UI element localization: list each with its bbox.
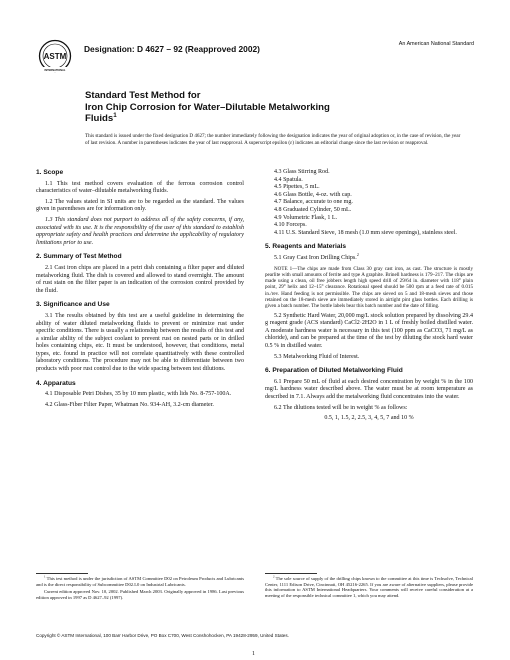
section-heading-summary: 2. Summary of Test Method (36, 253, 122, 261)
apparatus-item: 4.5 Pipettes, 5 mL. (274, 184, 320, 191)
scope-1-1: 1.1 This test method covers evaluation of the ferrous corrosion control characteristics of water–dilutable metalworking fluids. (36, 180, 244, 195)
section-heading-preparation: 6. Preparation of Diluted Metalworking Fluid (265, 367, 403, 375)
right-column (265, 169, 473, 426)
reagents-5-3: 5.3 Metalworking Fluid of Interest. (274, 353, 360, 360)
reagents-5-1: 5.1 Gray Cast Iron Drilling Chips.$^2$ (274, 251, 359, 261)
scope-1-2: 1.2 The values stated in SI units are to be regarded as the standard. The values given in parentheses are for information only. (36, 198, 244, 213)
footnote-1-text: This test method is under the jurisdiction of ASTM Committee D02 on Petroleum Products and Lubricants and is the direct responsibility of Subcommittee D02.L0 on Industrial Lubricants. (36, 576, 244, 587)
footnote-1-edition: Current edition approved Nov. 10, 2002. Published March 2003. Originally approved in 1986. Last previous edition approved in 1997 as D 4627–92 (1997). (36, 589, 244, 600)
svg-text:INTERNATIONAL: INTERNATIONAL (44, 69, 66, 72)
title-line-3: Fluids$^1$ (85, 111, 117, 124)
apparatus-item: 4.6 Glass Bottle, 4-oz. with cap. (274, 191, 352, 198)
reagents-5-2: 5.2 Synthetic Hard Water, 20,000 mg/L stock solution prepared by dissolving 29.4 g reagent grade (ACS standard) CaCl2·2H2O in 1 L of freshly boiled distilled water. A moderate hardness water is necessary in this test (100 ppm as CaCO3, 71 mg/L as chloride), and can be prepared at the time of the test by diluting the stock hard water 0.5 % in distilled water. (265, 312, 473, 349)
footnote-1: $^1$ This test method is under the jurisdiction of ASTM Committee D02 on Petroleum Products and Lubricants and is the direct responsibility of Subcommittee D02.L0 on Industrial Lubricants. Current edition approved Nov. 10, 2002. Published March 2003. Originally approved in 1986. Last previous edition approved in 1997 as D 4627–92 (1997). (36, 574, 244, 600)
page-number: 1 (252, 651, 255, 657)
preparation-6-2: 6.2 The dilutions tested will be in weight % as follows: (274, 404, 408, 411)
note-1: NOTE 1—The chips are made from Class 30 gray cast iron, as cast. The structure is mostly pearlite with small amounts of ferrite and type A graphite. Brinell hardness is 179–217. The chips are made using a clean, oil free jobbers length high speed drill of 29/64 in. diameter with 118° plain point, 29° helix and 12–15° clearance. Rotational speed should be 500 rpm at a feed rate of 0.015 in./rev. Hand feeding is not permissible. The chips are sieved on 5 and 18-mesh sieves and those retained on the 18-mesh sieve are immediately stored in airtight pint glass bottles. Each drilling is given a batch number. The bottle labels bear this batch number and the date of filling. (265, 265, 473, 310)
apparatus-item: 4.10 Forceps. (274, 222, 307, 229)
section-heading-significance: 3. Significance and Use (36, 301, 110, 309)
apparatus-4-11: 4.11 U.S. Standard Sieve, 18 mesh (1.0 mm sieve openings), stainless steel. (274, 229, 457, 236)
apparatus-item: 4.7 Balance, accurate to one mg. (274, 199, 353, 206)
title-line-2: Iron Chip Corrosion for Water–Dilutable Metalworking (85, 101, 330, 113)
issue-note: This standard is issued under the fixed designation D 4627; the number immediately following the designation indicates the year of original adoption or, in the case of revision, the year of last revision. A number in parentheses indicates the year of last reapproval. A superscript epsilon (ε) indicates an editorial change since the last revision or reapproval. (85, 133, 461, 146)
significance-3-1: 3.1 The results obtained by this test are a useful guideline in determining the ability of water diluted metalworking fluids to prevent or minimize rust under specific conditions. There is usually a relationship between the results of this test and a similar ability of the subject coolant to prevent rust on nested parts or in drilled holes containing chips, etc. It must be understood, however, that conditions, metal types, etc. found in practice will not correlate quantitatively with these controlled laboratory conditions. The procedure may not be able to differentiate between two products with poor rust control due to the wide spacing between test dilutions. (36, 312, 244, 373)
footnote-2-text: The sole source of supply of the drilling chips known to the committee at this time is Techsolve, Technical Center, 1111 Edison Drive, Cincinnati, OH 45216-2265. If you are aware of alternative suppliers, please provide this information to ASTM International Headquarters. Your comments will receive careful consideration at a meeting of the responsible technical committee 1, which you may attend. (265, 576, 473, 598)
apparatus-4-1: 4.1 Disposable Petri Dishes, 35 by 10 mm plastic, with lids No. 8-757-100A. (45, 391, 232, 398)
dilutions-list: 0.5, 1, 1.5, 2, 2.5, 3, 4, 5, 7 and 10 % (324, 415, 414, 422)
apparatus-item: 4.4 Spatula. (274, 176, 303, 183)
summary-2-1: 2.1 Cast iron chips are placed in a petri dish containing a filter paper and diluted metalworking fluid. The dish is covered and allowed to stand overnight. The amount of rust stain on the filter paper is an indication of the corrosion control provided by the fluid. (36, 264, 244, 294)
apparatus-4-2: 4.2 Glass-Fiber Filter Paper, Whatman No. 934-AH, 3.2-cm diameter. (45, 401, 214, 408)
astm-logo (37, 38, 73, 74)
section-heading-scope: 1. Scope (36, 169, 64, 176)
apparatus-item: 4.3 Glass Stirring Rod. (274, 169, 330, 175)
title-line-1: Standard Test Method for (85, 90, 201, 101)
designation: Designation: D 4627 – 92 (Reapproved 2002) (84, 44, 260, 54)
logo-text: ASTM (43, 52, 67, 61)
section-heading-reagents: 5. Reagents and Materials (265, 243, 346, 251)
footnote-2: $^2$ The sole source of supply of the drilling chips known to the committee at this time is Techsolve, Technical Center, 1111 Edison Drive, Cincinnati, OH 45216-2265. If you are aware of alternative suppliers, please provide this information to ASTM International Headquarters. Your comments will receive careful consideration at a meeting of the responsible technical committee 1, which you may attend. (265, 574, 473, 598)
apparatus-item: 4.8 Graduated Cylinder, 50 mL. (274, 206, 352, 213)
left-column (36, 169, 244, 412)
preparation-6-1: 6.1 Prepare 50 mL of fluid at each desired concentration by weight % in the 100 mg/L hardness water described above. The water must be at room temperature as described in 7.1. Always add the metalworking fluid concentrates into the water. (265, 378, 473, 400)
apparatus-item: 4.9 Volumetric Flask, 1 L. (274, 214, 338, 221)
national-standard-label: An American National Standard (398, 41, 474, 47)
copyright-line: Copyright © ASTM International, 100 Barr Harbor Drive, PO Box C700, West Conshohocken, PA 19428-2959, United States. (36, 633, 289, 638)
scope-1-3: 1.3 This standard does not purport to address all of the safety concerns, if any, associated with its use. It is the responsibility of the user of this standard to establish appropriate safety and health practices and determine the applicability of regulatory limitations prior to use. (36, 216, 244, 246)
document-title (85, 90, 435, 125)
section-heading-apparatus: 4. Apparatus (36, 379, 76, 387)
title-footnote-mark: 1 (113, 111, 117, 119)
footnote-mark-2: 2 (356, 251, 359, 257)
